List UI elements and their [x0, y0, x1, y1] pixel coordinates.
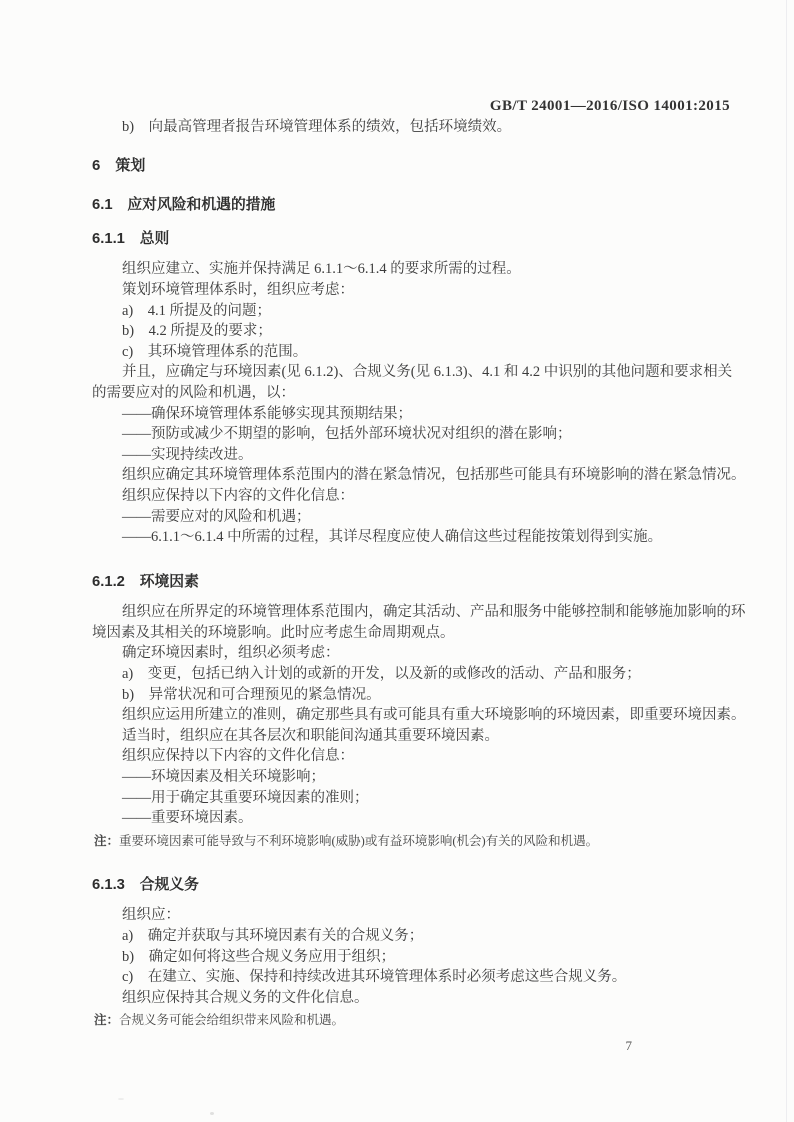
page-number: 7: [625, 1038, 632, 1054]
paragraph-line: 组织应保持以下内容的文件化信息：: [122, 748, 354, 765]
note-line: 注：合规义务可能会给组织带来风险和机遇。: [94, 1013, 345, 1028]
list-item-line: ——确保环境管理体系能够实现其预期结果；: [122, 405, 412, 422]
paragraph-line: 组织应建立、实施并保持满足 6.1.1～6.1.4 的要求所需的过程。: [122, 261, 521, 278]
paragraph-line: 组织应：: [122, 907, 180, 924]
paragraph-line: 组织应保持以下内容的文件化信息：: [122, 487, 354, 504]
subsubclause-heading: 6.1.2 环境因素: [92, 573, 199, 590]
list-item-line: b) 异常状况和可合理预见的紧急情况。: [122, 686, 381, 703]
list-item-line: c) 其环境管理体系的范围。: [122, 343, 308, 360]
list-item-line: ——环境因素及相关环境影响；: [122, 769, 325, 786]
list-item-line: ——实现持续改进。: [122, 446, 253, 463]
document-body: [92, 117, 746, 1030]
paragraph-line: 组织应保持其合规义务的文件化信息。: [122, 989, 369, 1006]
subsubclause-heading: 6.1.1 总则: [92, 230, 170, 247]
list-item-line: ——6.1.1～6.1.4 中所需的过程，其详尽程度应使人确信这些过程能按策划得到实施。: [122, 529, 663, 546]
list-item-line: a) 确定并获取与其环境因素有关的合规义务；: [122, 928, 424, 944]
paragraph-line: 确定环境因素时，组织必须考虑：: [122, 645, 340, 662]
paragraph-line: 适当时，组织应在其各层次和职能间沟通其重要环境因素。: [122, 727, 499, 744]
list-item-line: b) 确定如何将这些合规义务应用于组织；: [122, 948, 396, 965]
list-item-line: a) 4.1 所提及的问题；: [122, 302, 272, 319]
list-item-line: ——用于确定其重要环境因素的准则；: [122, 789, 369, 806]
paragraph-line: 组织应确定其环境管理体系范围内的潜在紧急情况，包括那些可能具有环境影响的潜在紧急情况。: [122, 467, 746, 484]
subsubclause-heading: 6.1.3 合规义务: [92, 876, 199, 893]
clause-heading: 6 策划: [92, 156, 146, 174]
scan-edge-line: [786, 0, 787, 1122]
paragraph-line: 策划环境管理体系时，组织应考虑：: [122, 281, 354, 298]
note-line: 注：重要环境因素可能导致与不利环境影响(威胁)或有益环境影响(机会)有关的风险和机遇。: [94, 833, 599, 848]
list-item-line: ——重要环境因素。: [122, 810, 253, 827]
note-label: 注：: [94, 833, 120, 848]
scan-speck: [118, 1098, 124, 1100]
list-item-line: b) 4.2 所提及的要求；: [122, 323, 272, 340]
list-item-line: b) 向最高管理者报告环境管理体系的绩效，包括环境绩效。: [122, 119, 512, 135]
list-item-line: a) 变更，包括已纳入计划的或新的开发，以及新的或修改的活动、产品和服务；: [122, 666, 641, 683]
paragraph-line: 组织应在所界定的环境管理体系范围内，确定其活动、产品和服务中能够控制和能够施加影响的环: [122, 604, 746, 621]
subclause-heading: 6.1 应对风险和机遇的措施: [92, 197, 276, 214]
scan-speck: [210, 1112, 214, 1115]
page-header-standard-code: GB/T 24001—2016/ISO 14001:2015: [489, 98, 730, 114]
paragraph-line: 组织应运用所建立的准则，确定那些具有或可能具有重大环境影响的环境因素，即重要环境因素。: [122, 707, 746, 724]
paragraph-line: 境因素及其相关的环境影响。此时应考虑生命周期观点。: [92, 624, 455, 641]
paragraph-line: 的需要应对的风险和机遇，以：: [92, 384, 295, 401]
list-item-line: ——需要应对的风险和机遇；: [122, 508, 311, 525]
list-item-line: c) 在建立、实施、保持和持续改进其环境管理体系时必须考虑这些合规义务。: [122, 969, 627, 986]
note-label: 注：: [94, 1013, 120, 1028]
list-item-line: ——预防或减少不期望的影响，包括外部环境状况对组织的潜在影响；: [122, 426, 572, 443]
paragraph-line: 并且，应确定与环境因素(见 6.1.2)、合规义务(见 6.1.3)、4.1 和 4.2 中识别的其他问题和要求相关: [122, 364, 733, 381]
